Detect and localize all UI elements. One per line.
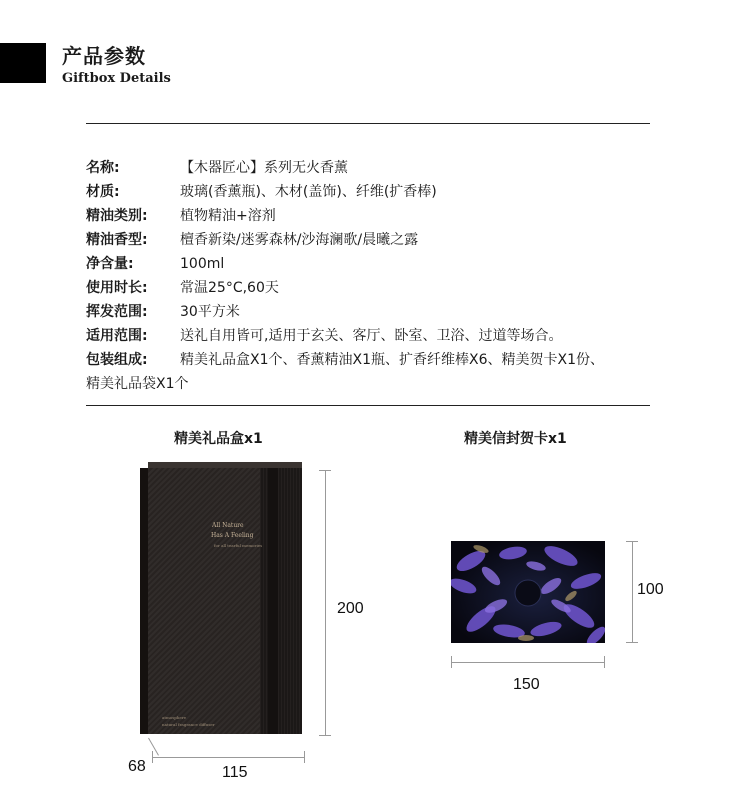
spec-row-volume — [86, 252, 676, 276]
spec-row-duration — [86, 276, 676, 300]
card-width-cap — [451, 656, 452, 668]
card-height-line — [632, 541, 633, 643]
width-dimension-line — [152, 757, 304, 758]
giftbox-side — [140, 468, 148, 734]
spec-value: 精美礼品盒X1个、香薰精油X1瓶、扩香纤维棒X6、精美贺卡X1份、 — [180, 352, 604, 368]
giftbox-print-line: atmosphere — [162, 715, 187, 720]
spec-label: 挥发范围: — [86, 304, 148, 320]
spec-value: 玻璃(香薰瓶)、木材(盖饰)、纤维(扩香棒) — [180, 184, 437, 200]
spec-row-usage — [86, 324, 676, 348]
giftbox-print-line: for all tearful memories — [214, 543, 263, 548]
giftbox-width-label: 115 — [222, 764, 248, 781]
height-dimension-line — [325, 470, 326, 736]
card-width-label: 150 — [513, 676, 540, 693]
height-dimension-cap — [319, 470, 331, 471]
spec-row-range — [86, 300, 676, 324]
spec-value: 100ml — [180, 256, 225, 272]
packing-continuation: 精美礼品袋X1个 — [86, 376, 189, 392]
spec-row-packing — [86, 348, 676, 372]
spec-row-scent — [86, 228, 676, 252]
spec-value: 送礼自用皆可,适用于玄关、客厅、卧室、卫浴、过道等场合。 — [180, 328, 563, 344]
spec-label: 精油类别: — [86, 208, 148, 224]
width-dimension-cap — [304, 751, 305, 763]
divider-top — [86, 123, 650, 124]
giftbox-title: 精美礼品盒x1 — [174, 431, 263, 447]
divider-bottom — [86, 405, 650, 406]
card-height-label: 100 — [637, 581, 664, 598]
spec-value: 30平方米 — [180, 304, 240, 320]
spec-row-name — [86, 156, 676, 180]
spec-label: 名称: — [86, 160, 120, 176]
width-dimension-cap — [152, 751, 153, 763]
spec-label: 净含量: — [86, 256, 134, 272]
greeting-card-image — [451, 541, 605, 643]
spec-value: 【木器匠心】系列无火香薰 — [180, 160, 348, 176]
giftbox-image — [148, 462, 263, 734]
page-subtitle: Giftbox Details — [62, 71, 171, 86]
spec-value: 檀香新染/迷雾森林/沙海澜歌/晨曦之露 — [180, 232, 419, 248]
header-black-block — [0, 43, 46, 83]
card-height-cap — [626, 642, 638, 643]
spec-label: 适用范围: — [86, 328, 148, 344]
giftbox-height-label: 200 — [337, 600, 364, 617]
giftbox-print-line: Has A Feeling — [211, 532, 254, 539]
giftbox-spine — [260, 462, 302, 734]
giftbox-lid-edge — [148, 462, 302, 468]
spec-value: 常温25°C,60天 — [180, 280, 279, 296]
spec-label: 使用时长: — [86, 280, 148, 296]
page-title: 产品参数 — [62, 44, 146, 68]
card-height-cap — [626, 541, 638, 542]
height-dimension-cap — [319, 735, 331, 736]
giftbox-band — [268, 462, 278, 734]
spec-value: 植物精油+溶剂 — [180, 208, 276, 224]
spec-label: 材质: — [86, 184, 120, 200]
giftbox-print-line: natural fragrance diffuser — [162, 722, 215, 727]
spec-list — [86, 156, 676, 396]
spec-label: 包装组成: — [86, 352, 148, 368]
card-title: 精美信封贺卡x1 — [464, 431, 567, 447]
spec-label: 精油香型: — [86, 232, 148, 248]
card-width-line — [451, 662, 605, 663]
giftbox-depth-label: 68 — [128, 758, 146, 775]
card-width-cap — [604, 656, 605, 668]
spec-row-material — [86, 180, 676, 204]
depth-dimension-line — [148, 738, 159, 756]
spec-row-oil-type — [86, 204, 676, 228]
giftbox-print-line: All Nature — [212, 522, 244, 529]
